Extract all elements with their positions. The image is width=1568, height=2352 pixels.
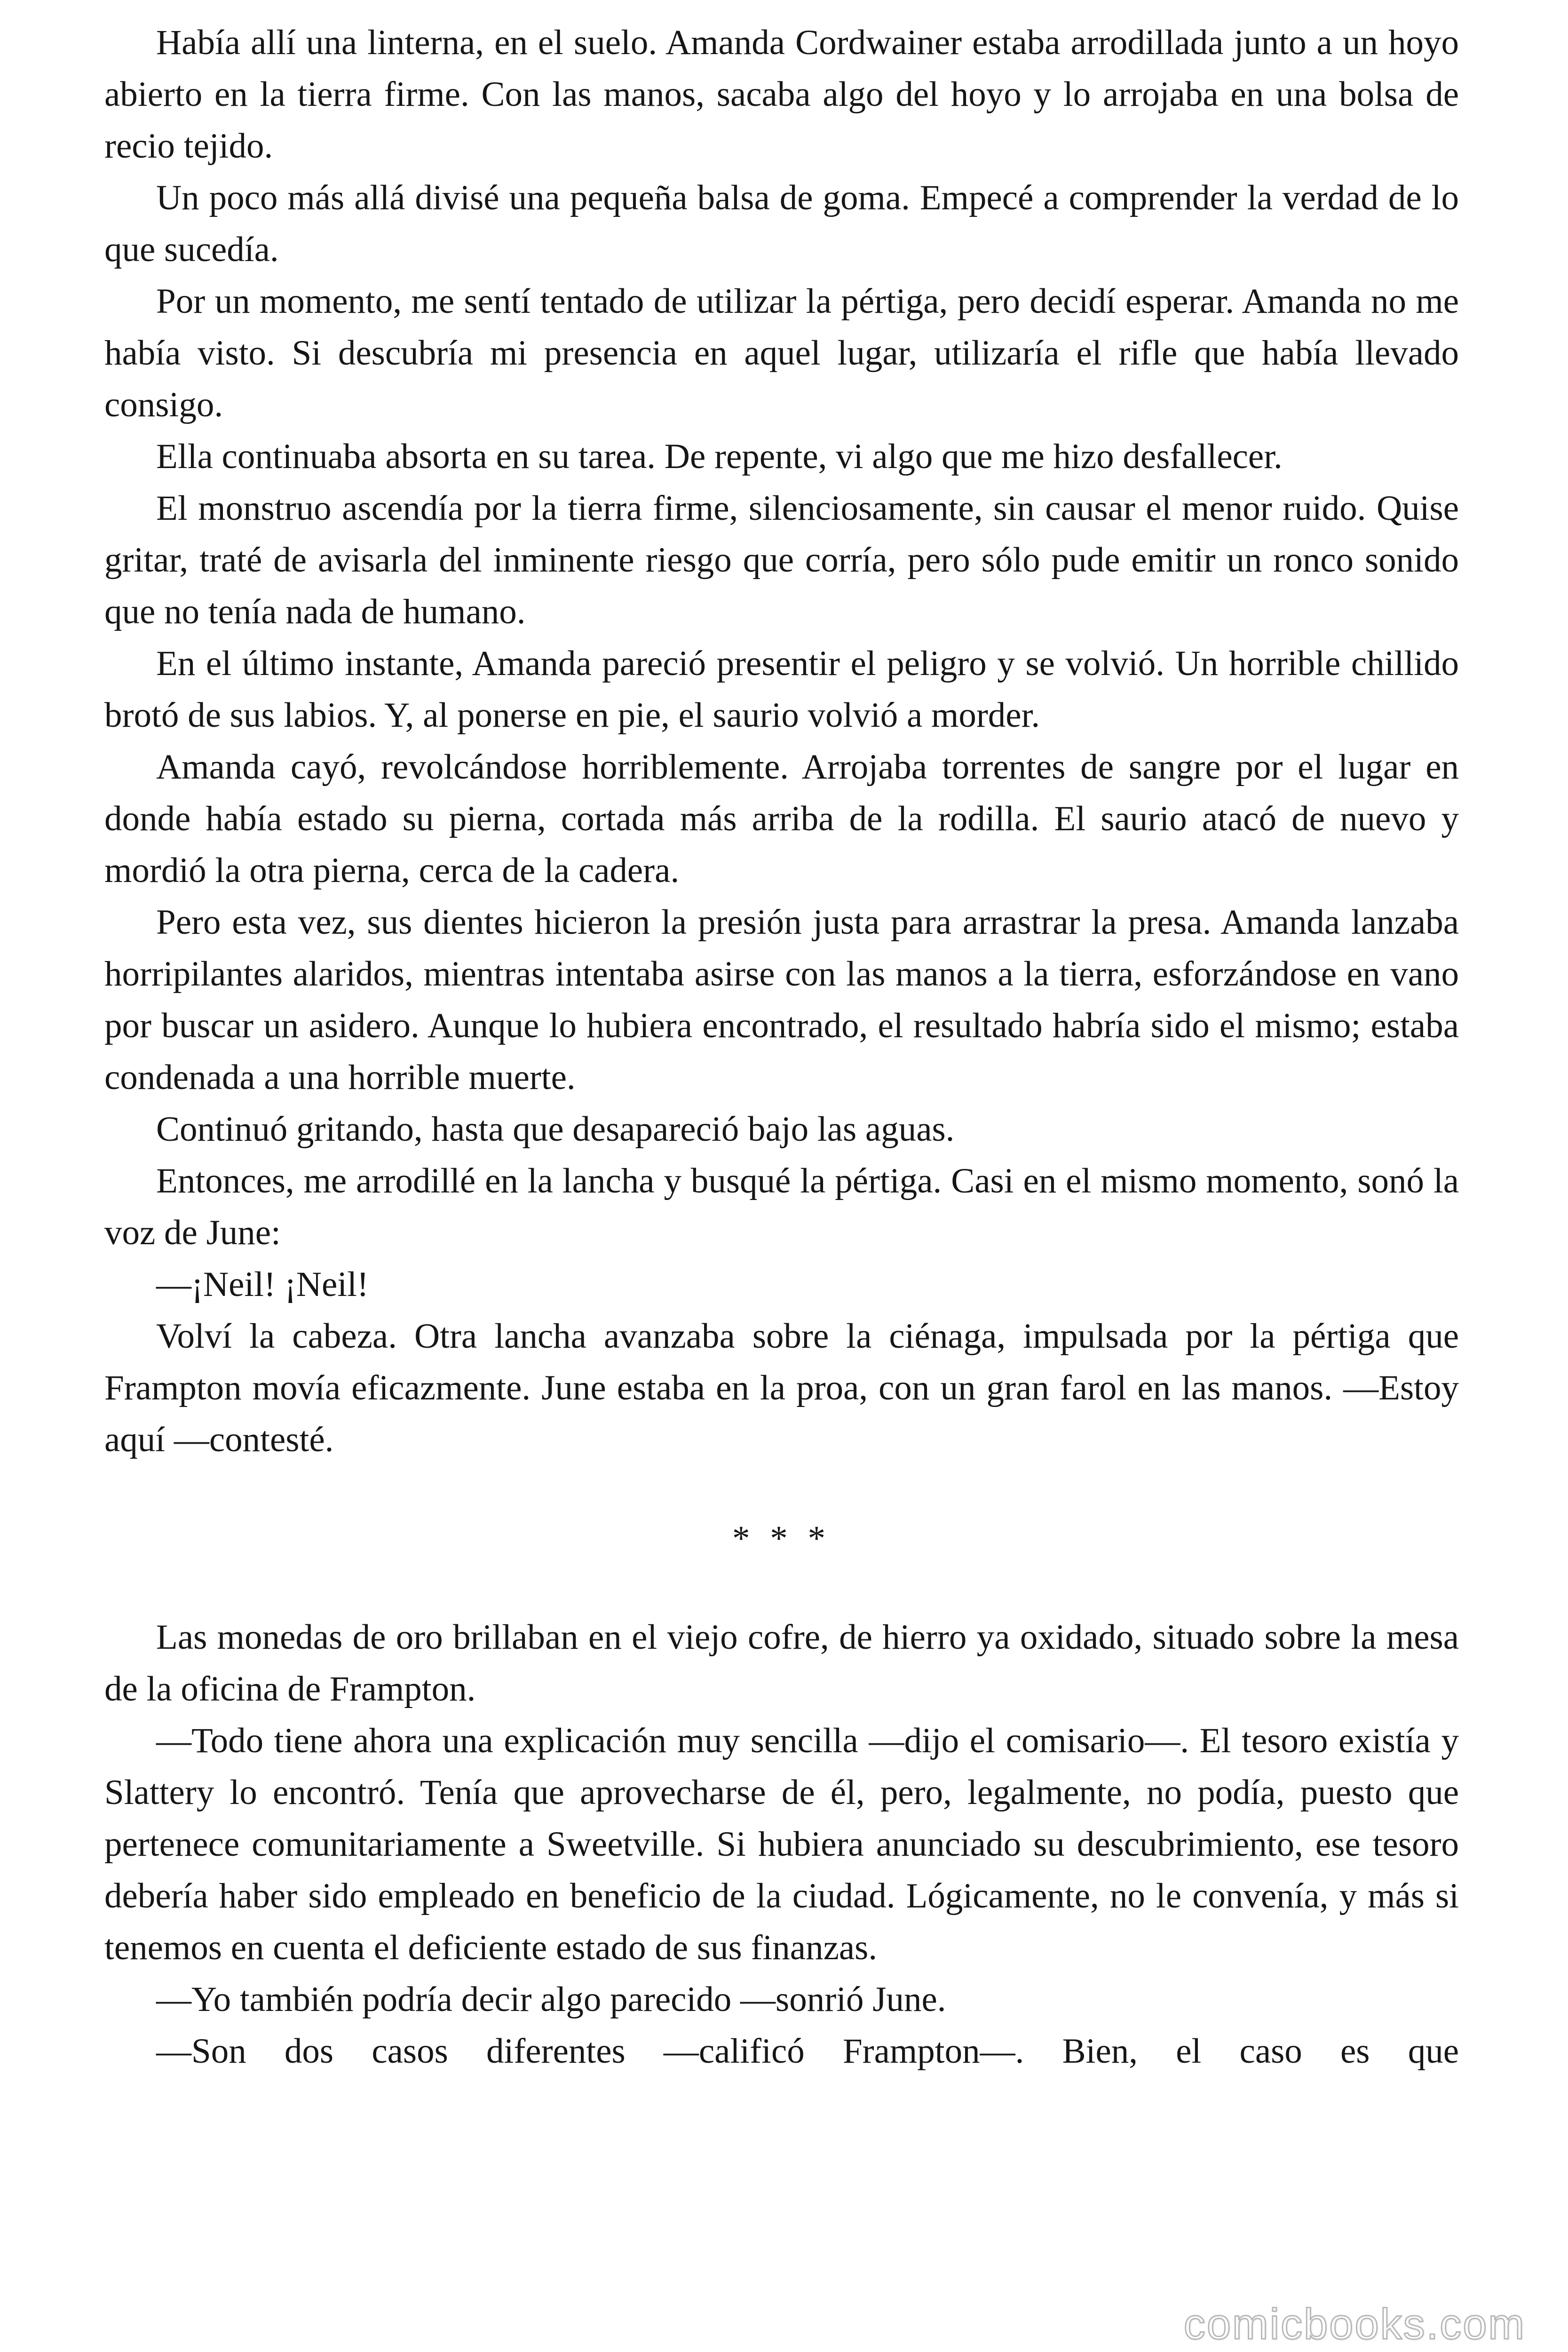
dialogue-line: —¡Neil! ¡Neil!: [156, 1265, 369, 1304]
paragraph: Había allí una linterna, en el suelo. Amanda Cordwainer estaba arrodillada junto a un hoyo abierto en la tierra firme. Con las manos, sacaba algo del hoyo y lo arrojaba en una bolsa de recio tejido.: [104, 23, 1459, 166]
paragraph: Las monedas de oro brillaban en el viejo cofre, de hierro ya oxidado, situado sobre la mesa de la oficina de Frampton.: [104, 1618, 1459, 1708]
paragraph: Ella continuaba absorta en su tarea. De repente, vi algo que me hizo desfallecer.: [156, 437, 1283, 476]
document-page: [104, 17, 1459, 2077]
paragraph: —Son dos casos diferentes —calificó Frampton—. Bien, el caso es que: [156, 2032, 1459, 2071]
paragraph: Volví la cabeza. Otra lancha avanzaba sobre la ciénaga, impulsada por la pértiga que Frampton movía eficazmente. June estaba en la proa, con un gran farol en las manos. —Estoy aquí —contesté.: [104, 1317, 1459, 1459]
paragraph: —Yo también podría decir algo parecido —sonrió June.: [156, 1980, 946, 2019]
paragraph: Entonces, me arrodillé en la lancha y busqué la pértiga. Casi en el mismo momento, sonó la voz de June:: [104, 1161, 1459, 1252]
paragraph: El monstruo ascendía por la tierra firme, silenciosamente, sin causar el menor ruido. Quise gritar, traté de avisarla del inminente riesgo que corría, pero sólo pude emitir un ronco sonido que no tenía nada de humano.: [104, 489, 1459, 631]
watermark: comicbooks.com: [1183, 2300, 1526, 2348]
paragraph: Amanda cayó, revolcándose horriblemente. Arrojaba torrentes de sangre por el lugar en donde había estado su pierna, cortada más arriba de la rodilla. El saurio atacó de nuevo y mordió la otra pierna, cerca de la cadera.: [104, 747, 1459, 890]
section-separator: * * *: [732, 1519, 831, 1558]
paragraph: En el último instante, Amanda pareció presentir el peligro y se volvió. Un horrible chillido brotó de sus labios. Y, al ponerse en pie, el saurio volvió a morder.: [104, 644, 1459, 735]
paragraph: Por un momento, me sentí tentado de utilizar la pértiga, pero decidí esperar. Amanda no me había visto. Si descubría mi presencia en aquel lugar, utilizaría el rifle que había llevado consigo.: [104, 282, 1459, 424]
paragraph: Un poco más allá divisé una pequeña balsa de goma. Empecé a comprender la verdad de lo que sucedía.: [104, 178, 1459, 269]
paragraph: Pero esta vez, sus dientes hicieron la presión justa para arrastrar la presa. Amanda lanzaba horripilantes alaridos, mientras intentaba asirse con las manos a la tierra, esforzándose en vano por buscar un asidero. Aunque lo hubiera encontrado, el resultado habría sido el mismo; estaba condenada a una horrible muerte.: [104, 903, 1459, 1097]
paragraph: —Todo tiene ahora una explicación muy sencilla —dijo el comisario—. El tesoro existía y Slattery lo encontró. Tenía que aprovecharse de él, pero, legalmente, no podía, puesto que pertenece comunitariamente a Sweetville. Si hubiera anunciado su descubrimiento, ese tesoro debería haber sido empleado en beneficio de la ciudad. Lógicamente, no le convenía, y más si tenemos en cuenta el deficiente estado de sus finanzas.: [104, 1721, 1459, 1967]
paragraph: Continuó gritando, hasta que desapareció bajo las aguas.: [156, 1110, 955, 1149]
